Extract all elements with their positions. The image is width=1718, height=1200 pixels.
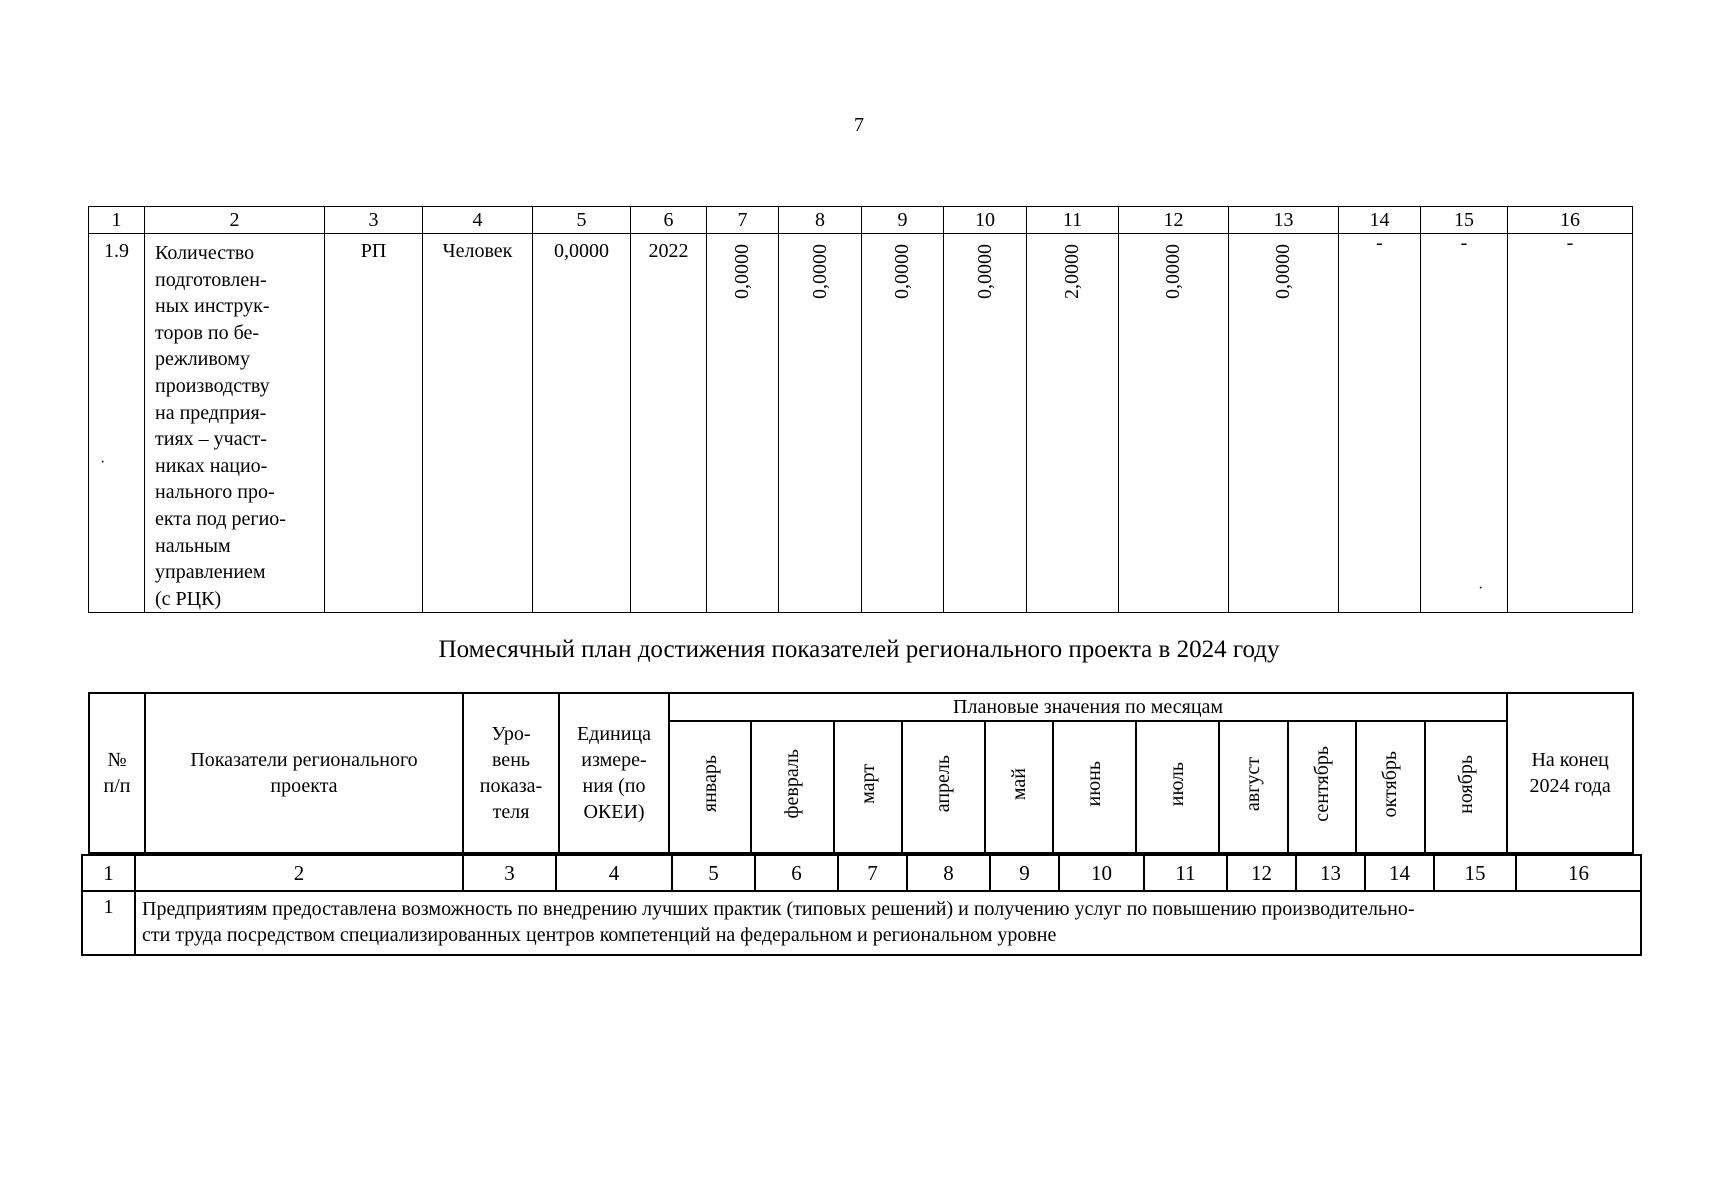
month-header: февраль [751,721,834,853]
column-number: 3 [325,207,423,234]
column-number: 16 [1508,207,1633,234]
goal-line: сти труда посредством специализированных центров компетенций на федеральном и региональном уровне [142,924,1057,946]
row-number: 1.9 [89,234,145,613]
name-line: никах нацио- [155,454,268,477]
month-header: сентябрь [1288,721,1356,853]
month-header: август [1219,721,1288,853]
scan-speck: · [1478,580,1484,597]
value-cell [1119,234,1229,613]
column-number: 1 [89,207,145,234]
column-number: 13 [1296,855,1365,891]
table-header-row [89,207,1633,234]
column-number: 14 [1365,855,1434,891]
value-cell [1027,234,1119,613]
indicator-level: РП [325,234,423,613]
base-value: 0,0000 [533,234,631,613]
goal-line: Предприятиям предоставлена возможность по внедрению лучших практик (типовых решений) и получению услуг по повышению производительно- [142,898,1415,920]
empty-value-dash: - [1508,234,1633,613]
column-header-unit: Единица измере- ния (по ОКЕИ) [559,693,669,853]
month-header: июль [1136,721,1219,853]
column-number: 11 [1027,207,1119,234]
value-text: 0,0000 [1272,244,1294,299]
value-text: 0,0000 [1162,244,1184,299]
column-number: 5 [533,207,631,234]
unit-of-measure: Человек [423,234,533,613]
column-number: 2 [135,855,463,891]
column-number: 10 [944,207,1027,234]
column-number: 2 [145,207,325,234]
goal-row [82,891,1641,955]
indicator-name [145,234,325,613]
name-line: ных инструк- [155,295,270,318]
column-number: 13 [1229,207,1339,234]
column-number: 15 [1434,855,1516,891]
column-number: 3 [463,855,556,891]
name-line: екта под регио- [155,507,286,530]
name-line: нального про- [155,481,275,504]
column-number: 6 [755,855,838,891]
column-number: 4 [556,855,672,891]
header-row [89,693,1633,721]
column-number: 5 [672,855,755,891]
column-number: 1 [82,855,135,891]
name-line: производству [155,374,270,397]
column-number: 9 [862,207,944,234]
month-header: ноябрь [1425,721,1507,853]
value-cell [862,234,944,613]
name-line: на предприя- [155,401,267,424]
name-line: нальным [155,534,231,557]
month-header: март [834,721,902,853]
goal-number: 1 [82,891,135,955]
value-cell [779,234,862,613]
name-line: режливому [155,348,250,371]
name-line: (с РЦК) [155,587,222,610]
value-text: 2,0000 [1061,244,1083,299]
month-header: июнь [1053,721,1136,853]
name-line: торов по бе- [155,321,260,344]
value-text: 0,0000 [808,244,831,299]
name-line: Количество [155,242,255,264]
month-header: май [985,721,1053,853]
value-text: 0,0000 [891,244,913,299]
monthly-plan-body-table [81,854,1642,956]
value-cell [1229,234,1339,613]
name-line: тиях – участ- [155,428,267,451]
name-line: подготовлен- [155,268,267,291]
column-number: 4 [423,207,533,234]
value-text: 0,0000 [973,244,996,299]
column-header-number: № п/п [89,693,145,853]
column-number: 7 [838,855,907,891]
scan-speck: · [100,454,106,471]
column-number: 12 [1119,207,1229,234]
column-number: 11 [1144,855,1227,891]
goal-description [135,891,1641,955]
section-title: Помесячный план достижения показателей регионального проекта в 2024 году [438,636,1280,663]
empty-value-dash: - [1339,234,1421,613]
month-header: январь [669,721,751,853]
value-cell [944,234,1027,613]
column-header-year-end: На конец 2024 года [1507,693,1633,853]
month-header: апрель [902,721,985,853]
column-number: 12 [1227,855,1296,891]
column-number-row [82,855,1641,891]
column-number: 6 [631,207,707,234]
indicator-table [88,206,1633,613]
column-header-indicators: Показатели регионального проекта [145,693,463,853]
column-number: 7 [707,207,779,234]
plan-values-header: Плановые значения по месяцам [669,693,1507,721]
table-row [89,234,1633,613]
column-number: 8 [907,855,990,891]
name-line: управлением [155,561,266,584]
column-number: 10 [1059,855,1144,891]
column-number: 15 [1421,207,1508,234]
column-header-level: Уро- вень показа- теля [463,693,559,853]
value-text: 0,0000 [731,244,753,299]
column-number: 14 [1339,207,1421,234]
column-number: 9 [990,855,1059,891]
page-number: 7 [854,114,864,136]
empty-value-dash: - [1421,234,1508,613]
monthly-plan-header-table [88,692,1634,854]
column-number: 8 [779,207,862,234]
month-header: октябрь [1356,721,1425,853]
value-cell [707,234,779,613]
column-number: 16 [1516,855,1641,891]
base-year: 2022 [631,234,707,613]
